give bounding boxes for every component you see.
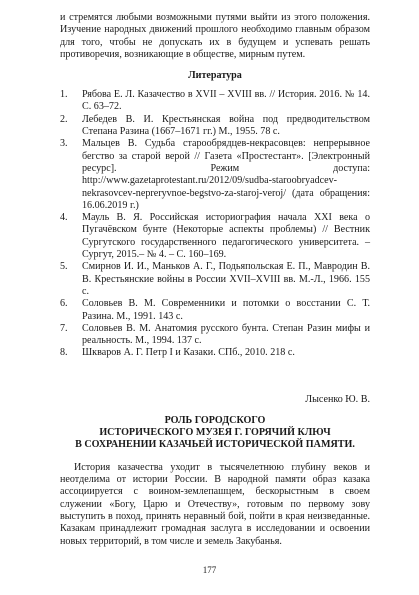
reference-text: Мальцев В. Судьба старообрядцев-некрасовцев: непрерывное бегство за старой верой // Газета «Простестант». [Электронный ресурс]. Режим доступа: http://www.gazetaprotestant.ru/2012/09/sudba-staroobryadcev-nekrasovcev-nepreryvnoe-begstvo-za-staroj-veroj/ (дата обращения: 16.06.2019 г.) — [82, 138, 370, 211]
reference-text: Соловьев В. М. Современники и потомки о восстании С. Т. Разина. М., 1991. 143 с. — [82, 298, 370, 322]
reference-item — [60, 347, 370, 359]
reference-text: Лебедев В. И. Крестьянская война под предводительством Степана Разина (1667–1671 гг.) М., 1955. 78 с. — [82, 113, 370, 138]
article-title-line: РОЛЬ ГОРОДСКОГО — [164, 414, 266, 426]
reference-item — [60, 261, 370, 298]
reference-text: Смирнов И. И., Маньков А. Г., Подьяпольская Е. П., Мавродин В. В. Крестьянские войны в России XVII–XVIII вв. М.-Л., 1966. 155 с. — [82, 261, 370, 297]
reference-item — [60, 298, 370, 323]
reference-number: 6. — [60, 298, 68, 310]
intro-paragraph: и стремятся любыми возможными путями выйти из этого положения. Изучение народных движений прошлого необходимо главным образом для того, чтобы не допускать их в будущем и успевать решать противоречия, возникающие в обществе, мирным путем. — [60, 12, 370, 60]
reference-number: 1. — [60, 89, 68, 101]
reference-text: Мауль В. Я. Российская историография начала XXI века о Пугачёвском бунте (Некоторые аспекты проблемы) // Вестник Сургутского государственного педагогического университета. – Сургут, 2015.– № 4. – С. 160–169. — [82, 212, 370, 261]
article-title-line: В СОХРАНЕНИИ КАЗАЧЬЕЙ ИСТОРИЧЕСКОЙ ПАМЯТИ. — [75, 438, 355, 450]
reference-item — [60, 114, 370, 139]
page-number: 177 — [202, 565, 217, 575]
reference-text: Рябова Е. Л. Казачество в XVII – XVIII вв. // История. 2016. № 14. С. 63–72. — [82, 89, 370, 113]
reference-number: 3. — [60, 138, 68, 150]
body-paragraph: История казачества уходит в тысячелетнюю глубину веков и неотделима от истории России. В народной памяти образ казака ассоциируется с воином-землепашцем, бескорыстным в своем служении «Богу, Царю и Отечеству», готовым по первому зову выступить в поход, принять неравный бой, пойти в края неизведанные. Казакам принадлежит громадная заслуга в исследовании и освоении новых территорий, в том числе и земель Закубанья. — [60, 461, 370, 547]
reference-number: 4. — [60, 212, 68, 224]
reference-number: 5. — [60, 261, 68, 273]
article-author: Лысенко Ю. В. — [305, 393, 370, 405]
reference-item — [60, 323, 370, 348]
reference-item — [60, 89, 370, 114]
article-title-line: ИСТОРИЧЕСКОГО МУЗЕЯ Г. ГОРЯЧИЙ КЛЮЧ — [99, 426, 331, 438]
reference-text: Шкваров А. Г. Петр I и Казаки. СПб., 2010. 218 с. — [82, 347, 295, 359]
reference-list — [60, 89, 370, 360]
article-title — [60, 415, 370, 451]
reference-item — [60, 212, 370, 261]
reference-item — [60, 138, 370, 212]
literature-heading: Литература — [188, 70, 242, 82]
reference-number: 2. — [60, 113, 68, 125]
reference-number: 8. — [60, 347, 68, 359]
document-page — [60, 12, 370, 548]
reference-text: Соловьев В. М. Анатомия русского бунта. Степан Разин мифы и реальность. М., 1994. 137 с. — [82, 322, 370, 347]
reference-number: 7. — [60, 322, 68, 334]
